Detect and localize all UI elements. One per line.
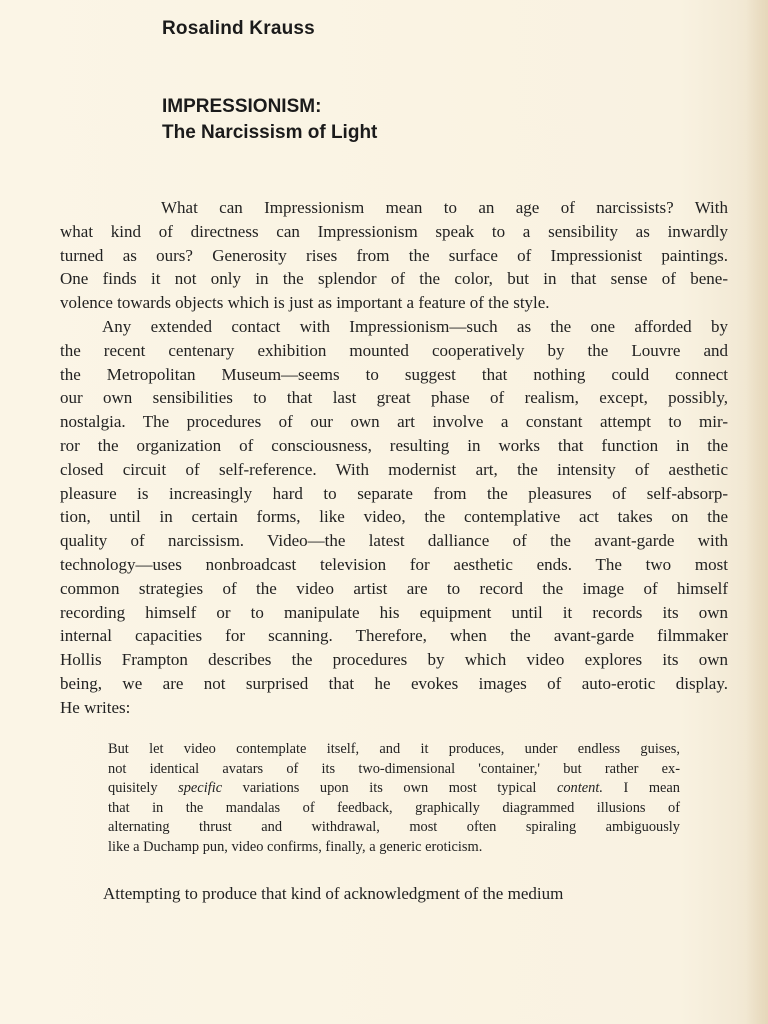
quote-text: variations upon its own most typical <box>222 780 557 796</box>
text-line: nostalgia. The procedures of our own art involve a constant attempt to mir- <box>60 412 728 432</box>
title-line-1: IMPRESSIONISM: <box>162 96 322 117</box>
text-line: Hollis Frampton describes the procedures by which video explores its own <box>60 650 728 670</box>
quote-text: I mean <box>602 780 680 796</box>
essay-title <box>162 94 377 146</box>
text-line: the Metropolitan Museum—seems to suggest that nothing could connect <box>60 364 728 384</box>
quote-line: not identical avatars of its two-dimensional 'container,' but rather ex- <box>108 760 680 777</box>
block-quote <box>108 740 680 857</box>
paragraph-1 <box>60 196 728 315</box>
text-line: closed circuit of self-reference. With modernist art, the intensity of aesthetic <box>60 459 728 479</box>
text-line: Any extended contact with Impressionism—such as the one afforded by <box>102 316 728 336</box>
text-line: volence towards objects which is just as important a feature of the style. <box>60 293 550 313</box>
text-line: what kind of directness can Impressionism speak to a sensibility as inwardly <box>60 221 728 241</box>
text-line: tion, until in certain forms, like video, the contemplative act takes on the <box>60 507 728 527</box>
text-line: common strategies of the video artist are to record the image of himself <box>60 578 728 598</box>
text-line: He writes: <box>60 697 131 717</box>
page-edge-shadow <box>746 0 768 1024</box>
text-line: the recent centenary exhibition mounted cooperatively by the Louvre and <box>60 340 728 360</box>
quote-line: But let video contemplate itself, and it produces, under endless guises, <box>108 741 680 757</box>
quote-line <box>108 779 680 799</box>
author-name: Rosalind Krauss <box>162 18 315 39</box>
continuation-paragraph: Attempting to produce that kind of acknowledgment of the medium <box>103 884 564 903</box>
quote-emphasis: specific <box>178 780 223 796</box>
text-line: our own sensibilities to that last great phase of realism, except, possibly, <box>60 388 728 408</box>
text-line: technology—uses nonbroadcast television for aesthetic ends. The two most <box>60 554 728 574</box>
text-line: turned as ours? Generosity rises from the surface of Impressionist paintings. <box>60 245 728 265</box>
quote-line: like a Duchamp pun, video confirms, finally, a generic eroticism. <box>108 838 483 855</box>
quote-text: quisitely <box>108 780 179 796</box>
paragraph-2 <box>60 315 728 720</box>
text-line: recording himself or to manipulate his equipment until it records its own <box>60 602 728 622</box>
quote-line: alternating thrust and withdrawal, most often spiraling ambiguously <box>108 819 680 835</box>
text-line: ror the organization of consciousness, resulting in works that function in the <box>60 435 728 455</box>
text-line: pleasure is increasingly hard to separate from the pleasures of self-absorp- <box>60 483 728 503</box>
title-line-2: The Narcissism of Light <box>162 122 378 143</box>
text-line: being, we are not surprised that he evokes images of auto-erotic display. <box>60 673 728 693</box>
text-line: quality of narcissism. Video—the latest dalliance of the avant-garde with <box>60 531 728 551</box>
text-line: What can Impressionism mean to an age of narcissists? With <box>161 198 728 217</box>
text-line: internal capacities for scanning. Therefore, when the avant-garde filmmaker <box>60 626 728 646</box>
text-line: One finds it not only in the splendor of the color, but in that sense of bene- <box>60 269 728 289</box>
body-text <box>60 196 728 720</box>
quote-line: that in the mandalas of feedback, graphically diagrammed illusions of <box>108 799 680 816</box>
quote-emphasis: content. <box>556 780 603 796</box>
